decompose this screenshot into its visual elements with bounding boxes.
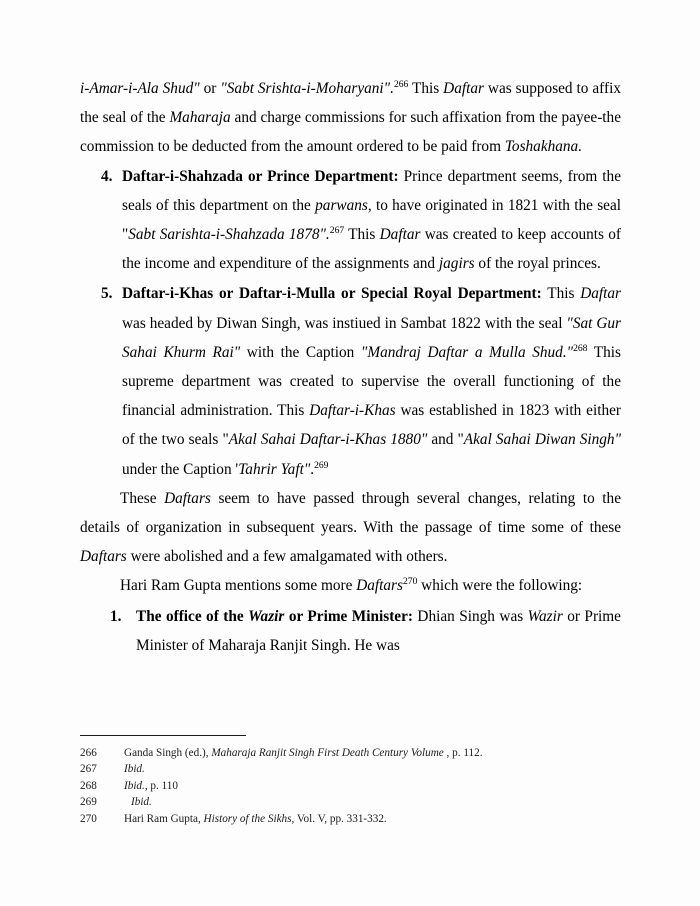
footnote-ref-267: 267 [329,224,345,236]
footnote-266-pre: Ganda Singh (ed.), [124,747,212,759]
text-supreme-department: This supreme department was created to supervise the overall functioning of the financial administration. This [122,343,621,420]
quote-tahrir-yaft: Tahrir Yaft" [238,460,311,478]
footnote-separator-rule [80,735,246,736]
text-gupta-mentions: Hari Ram Gupta mentions some more [120,577,357,595]
footnote-269-title: Ibid. [131,796,152,809]
footnote-268-title: Ibid., [124,779,148,792]
heading-or-1: or [213,285,239,303]
footnote-entry-269 [80,794,621,810]
text-royal-princes: of the royal princes. [474,255,601,273]
footnote-entry-268 [80,778,621,794]
footnote-ref-266: 266 [393,78,409,90]
text-originated-1821: , to have originated in 1821 with the seal " [122,196,621,244]
term-parwans: parwans [315,196,368,214]
footnote-text-268 [124,778,621,794]
text-seal-clause: was supposed to affix the seal of the [80,80,621,127]
term-daftars-3: Daftars [356,577,403,595]
heading-daftar-i-mulla: Daftar-i-Mulla [238,285,336,303]
heading-prince-department: or Prince Department: [242,167,399,185]
text-accounts-income: was created to keep accounts of the income and expenditure of the assignments and [122,226,622,273]
text-under-caption: under the Caption ' [122,460,239,478]
footnote-number-269: 269 [80,796,97,809]
footnote-number-270: 270 [80,812,97,825]
text-which-were-following: which were the following: [417,577,583,595]
text-established-1823: was established in 1823 with either of the two seals " [122,402,622,449]
footnote-268-post: p. 110 [147,779,178,792]
footnote-text-267 [124,761,621,777]
footnote-entry-270 [80,811,621,827]
text-commission-clause: and charge commissions for such affixation from the payee-the commission to be deducted from the amount ordered to be paid from [80,109,621,156]
quote-sabt-srishta: "Sabt Srishta-i-Moharyani". [220,80,394,97]
footnote-number-267: 267 [80,763,97,776]
footnote-text-270 [124,811,621,827]
heading-daftar-i-shahzada: Daftar-i-Shahzada [122,167,243,185]
footnote-ref-269: 269 [314,459,329,471]
text-or: or [199,80,221,97]
footnotes-section [80,735,621,827]
quote-sabt-sarishta-shahzada: Sabt Sarishta-i-Shahzada 1878". [128,226,330,244]
term-daftar-2: Daftar [379,226,421,244]
text-ranjit-singh-he-was: or Prime Minister of Maharaja Ranjit Singh. He was [136,607,621,654]
list-item-4 [80,162,621,279]
text-with-caption: with the Caption [240,343,361,361]
heading-daftar-i-khas: Daftar-i-Khas [122,285,214,303]
quote-mandraj-daftar: "Mandraj Daftar a Mulla Shud." [360,343,574,361]
quote-akal-sahai-diwan-singh: Akal Sahai Diwan Singh" [463,431,621,449]
text-passed-changes: seem to have passed through several changes, relating to the details of organization in subsequent years. With the passage of time some of these [80,489,621,537]
text-prince-dept-seems: Prince department seems, from the seals of this department on the [122,167,621,214]
paragraph-daftars-changes [80,484,621,572]
term-maharaja: Maharaja [169,109,231,127]
list-marker-5: 5. [101,285,113,303]
footnote-text-269 [124,794,621,810]
footnote-267-title: Ibid. [124,763,145,776]
text-diwan-singh-sambat: was headed by Diwan Singh, was instiued in Sambat 1822 with the seal [122,314,567,332]
term-jagirs: jagirs [438,255,475,273]
text-this-2: This [344,226,380,244]
paragraph-hari-ram-gupta [80,571,621,600]
list-item-5 [80,279,621,483]
footnote-number-266: 266 [80,747,97,759]
term-wazir: Wazir [527,607,563,625]
heading-office-of-the: The office of the [136,607,249,625]
heading-wazir: Wazir [248,607,285,625]
footnote-text-266 [124,745,621,761]
footnote-entry-267 [80,761,621,777]
footnote-ref-270: 270 [402,576,418,588]
text-and: and " [427,431,464,449]
text-this: This [408,80,444,97]
term-daftars-1: Daftars [164,489,211,507]
paragraph-continued [80,74,621,162]
text-period: . [310,460,315,478]
footnote-270-title: History of the Sikhs, [203,812,295,825]
heading-prime-minister: or Prime Minister: [284,607,413,625]
text-abolished-amalgamated: were abolished and a few amalgamated with others. [126,548,448,566]
footnote-entry-266 [80,745,621,761]
text-this-3: This [541,285,581,303]
list-marker-1: 1. [110,607,122,625]
quote-amar-i-ala-shud: i-Amar-i-Ala Shud" [80,80,200,97]
heading-special-royal-department: or Special Royal Department: [335,285,542,303]
footnote-270-post: Vol. V, pp. 331-332. [294,812,387,825]
footnote-270-pre: Hari Ram Gupta, [124,812,204,825]
term-daftar-i-khas: Daftar-i-Khas [309,402,396,420]
text-these: These [120,489,165,507]
term-daftar: Daftar [443,80,484,97]
quote-sat-gur-sahai: "Sat Gur Sahai Khurm Rai" [122,314,621,361]
quote-akal-sahai-daftar: Akal Sahai Daftar-i-Khas 1880" [228,431,428,449]
page-body-content [80,74,621,660]
list-item-1-wazir [80,602,621,660]
term-daftar-3: Daftar [580,285,622,303]
term-daftars-2: Daftars [80,548,127,566]
footnote-number-268: 268 [80,779,97,792]
footnote-266-post: , p. 112. [443,747,483,759]
text-dhian-singh-was: Dhian Singh was [412,607,528,625]
footnote-266-title: Maharaja Ranjit Singh First Death Century Volume [211,747,444,759]
term-toshakhana: Toshakhana. [504,138,583,156]
footnote-ref-268: 268 [573,342,588,354]
list-marker-4: 4. [101,167,113,185]
